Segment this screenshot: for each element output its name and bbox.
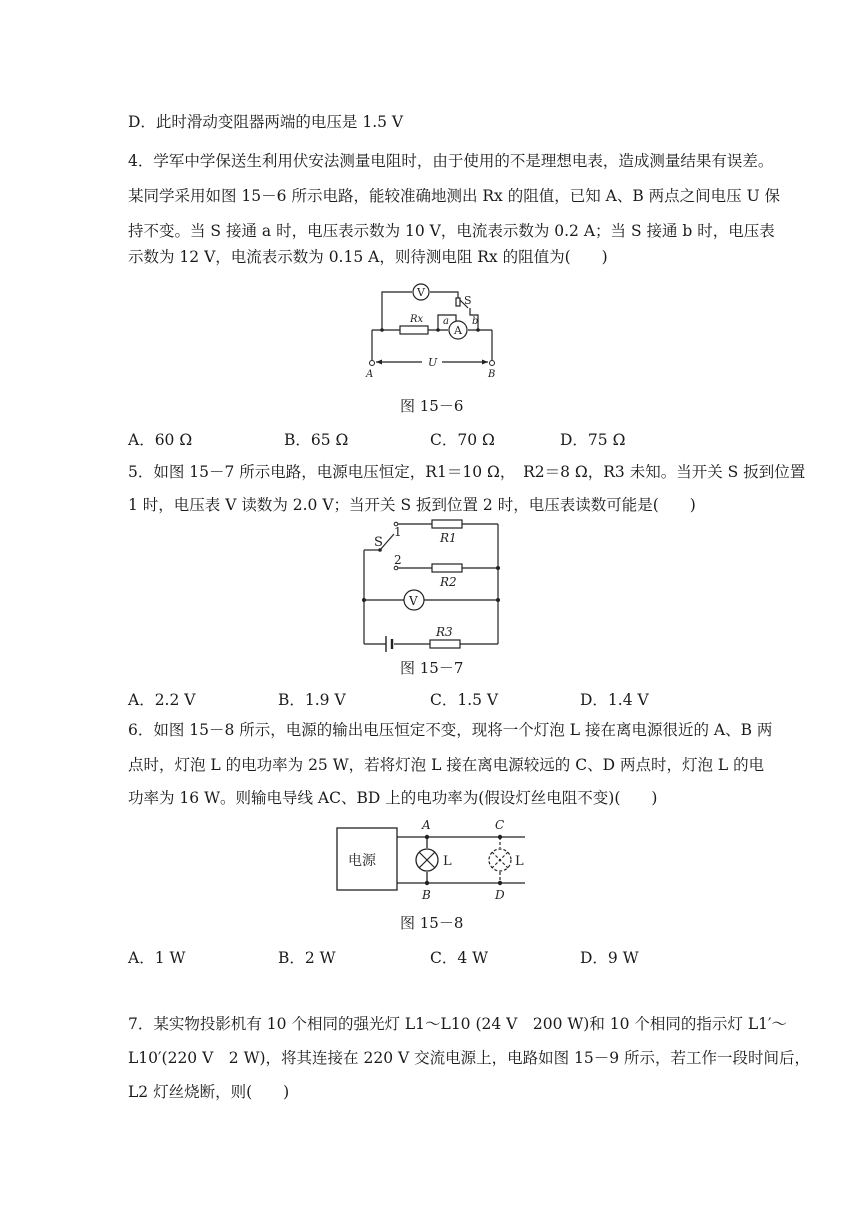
q4-option-c: C．70 Ω	[430, 431, 495, 449]
q6-option-d: D．9 W	[580, 949, 639, 967]
q4-figure-caption: 图 15－6	[400, 397, 464, 415]
q4-fig-a-label: a	[443, 316, 449, 327]
resistor-rx-icon	[400, 326, 428, 334]
q6-line-2: 点时，灯泡 L 的电功率为 25 W，若将灯泡 L 接在离电源较远的 C、D 两点时，灯泡 L 的电	[128, 756, 765, 774]
q5-fig-pos1-label: 1	[394, 525, 402, 539]
q6-fig-b-label: B	[422, 888, 431, 902]
q4-line-3: 持不变。当 S 接通 a 时，电压表示数为 10 V，电流表示数为 0.2 A；当 S 接通 b 时，电压表	[128, 222, 775, 240]
figure-15-8	[335, 815, 535, 905]
q4-fig-b-label: b	[472, 316, 479, 327]
q4-line-1: 4．学军中学保送生利用伏安法测量电阻时，由于使用的不是理想电表，造成测量结果有误差。	[128, 152, 774, 170]
q6-fig-lamp2-label: L	[515, 854, 524, 869]
q5-fig-pos2-label: 2	[394, 553, 402, 567]
q4-fig-switch-label: S	[464, 294, 472, 307]
battery-icon	[386, 636, 392, 652]
q4-line-2: 某同学采用如图 15－6 所示电路，能较准确地测出 Rx 的阻值，已知 A、B 两点之间电压 U 保	[128, 187, 781, 205]
q5-figure-caption: 图 15－7	[400, 659, 464, 677]
q5-fig-r2-label: R2	[440, 575, 457, 589]
q6-fig-c-label: C	[495, 818, 505, 832]
q5-option-d: D．1.4 V	[580, 691, 649, 709]
resistor-r1-icon	[432, 520, 462, 528]
q6-option-a: A．1 W	[128, 949, 186, 967]
q4-option-b: B．65 Ω	[284, 431, 349, 449]
q5-fig-voltmeter-label: V	[409, 594, 418, 608]
q3-option-d: D．此时滑动变阻器两端的电压是 1.5 V	[128, 113, 404, 131]
q4-line-4: 示数为 12 V，电流表示数为 0.15 A，则待测电阻 Rx 的阻值为( )	[128, 248, 608, 266]
q5-option-c: C．1.5 V	[430, 691, 499, 709]
figure-15-6	[360, 280, 500, 380]
q4-fig-voltmeter-label: V	[417, 286, 425, 299]
q5-fig-r3-label: R3	[436, 625, 453, 639]
resistor-r3-icon	[430, 640, 460, 648]
q5-fig-r1-label: R1	[440, 531, 457, 545]
q5-line-2: 1 时，电压表 V 读数为 2.0 V；当开关 S 扳到位置 2 时，电压表读数可能是( )	[128, 496, 696, 514]
q6-line-3: 功率为 16 W。则输电导线 AC、BD 上的电功率为(假设灯丝电阻不变)( )	[128, 789, 658, 807]
q4-fig-terminal-b: B	[488, 369, 496, 380]
q7-line-3: L2 灯丝烧断，则( )	[128, 1083, 290, 1101]
q5-option-a: A．2.2 V	[128, 691, 196, 709]
q7-line-2: L10′(220 V 2 W)，将其连接在 220 V 交流电源上，电路如图 15－9 所示，若工作一段时间后，	[128, 1049, 811, 1067]
q5-option-b: B．1.9 V	[278, 691, 346, 709]
q6-option-b: B．2 W	[278, 949, 336, 967]
q7-line-1: 7．某实物投影机有 10 个相同的强光灯 L1～L10 (24 V 200 W)和 10 个相同的指示灯 L1′～	[128, 1015, 788, 1033]
q6-line-1: 6．如图 15－8 所示，电源的输出电压恒定不变，现将一个灯泡 L 接在离电源很近的 A、B 两	[128, 721, 773, 739]
q4-fig-terminal-a: A	[366, 369, 374, 380]
q4-option-d: D．75 Ω	[560, 431, 626, 449]
q4-fig-ammeter-label: A	[454, 324, 462, 337]
q6-fig-a-label: A	[422, 818, 431, 832]
q4-option-a: A．60 Ω	[128, 431, 193, 449]
q6-fig-source-label: 电源	[348, 853, 376, 869]
q5-line-1: 5．如图 15－7 所示电路，电源电压恒定，R1＝10 Ω， R2＝8 Ω，R3 未知。当开关 S 扳到位置	[128, 463, 806, 481]
lamp-icon	[416, 849, 438, 871]
q6-option-c: C．4 W	[430, 949, 489, 967]
q4-fig-rx-label: Rx	[410, 314, 424, 325]
q6-fig-lamp1-label: L	[443, 854, 452, 869]
q6-fig-d-label: D	[495, 888, 505, 902]
q4-fig-u-label: U	[428, 356, 438, 369]
resistor-r2-icon	[432, 564, 462, 572]
q5-fig-switch-label: S	[374, 535, 383, 550]
lamp-dashed-icon	[489, 849, 511, 871]
q6-figure-caption: 图 15－8	[400, 914, 464, 932]
figure-15-7	[360, 518, 510, 653]
